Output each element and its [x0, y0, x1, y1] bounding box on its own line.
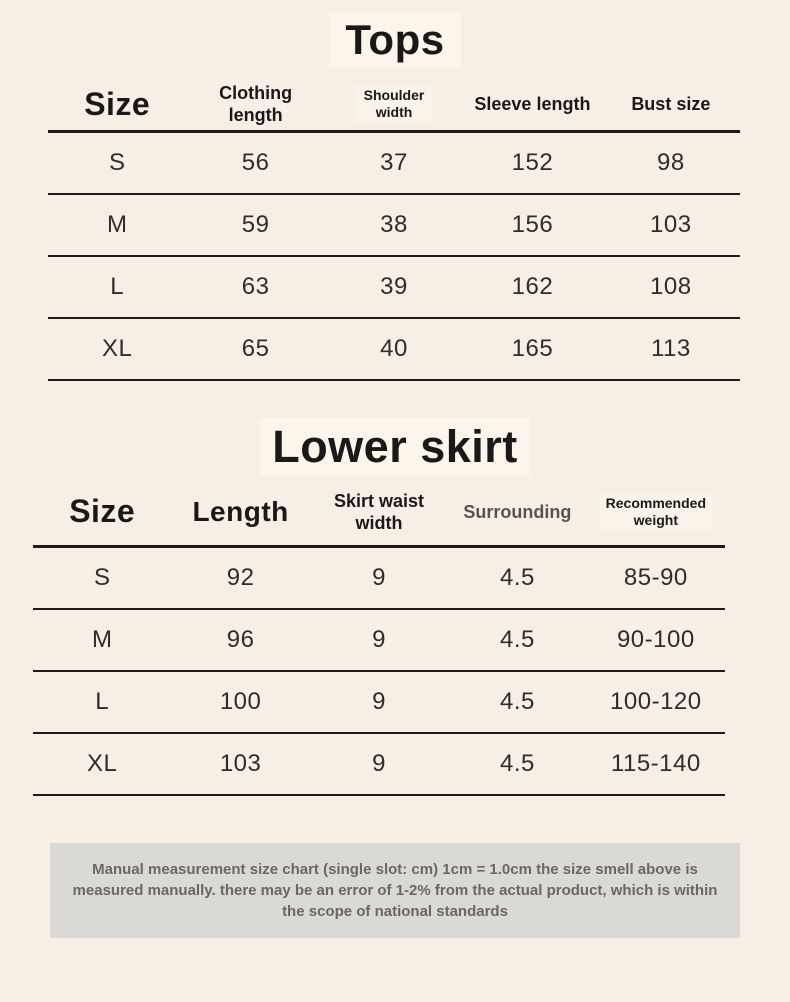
- lower-skirt-table: [33, 478, 725, 796]
- header-size: Size: [84, 85, 151, 122]
- table-cell: 162: [511, 273, 554, 300]
- table-row: [33, 548, 725, 610]
- note-line: measured manually. there may be an error of 1-2% from the actual product, which is within: [72, 882, 718, 899]
- header-sleeve-length: Sleeve length: [474, 94, 591, 114]
- table-cell: 9: [372, 626, 386, 653]
- table-cell: 4.5: [499, 750, 535, 777]
- header-shoulder-width: Shoulder width: [325, 78, 463, 130]
- table-cell: 63: [241, 273, 270, 300]
- table-cell: 152: [511, 149, 554, 176]
- table-cell: 9: [372, 564, 386, 591]
- table-cell: M: [91, 626, 113, 653]
- lower-skirt-title-wrap: [0, 418, 790, 476]
- table-row: [33, 610, 725, 672]
- header-recommended-weight: Recommended weight: [587, 478, 725, 545]
- table-cell: XL: [102, 335, 133, 362]
- table-cell: M: [106, 211, 128, 238]
- header-bust-size: Bust size: [631, 94, 711, 114]
- tops-header-row: [48, 78, 740, 133]
- header-length: Length: [192, 495, 289, 527]
- tops-table: [48, 78, 740, 381]
- table-cell: 103: [650, 211, 692, 238]
- table-row: [33, 672, 725, 734]
- table-cell: L: [95, 688, 110, 715]
- table-row: [48, 195, 740, 257]
- table-row: [33, 734, 725, 796]
- table-cell: 4.5: [499, 688, 535, 715]
- table-cell: 103: [219, 750, 262, 777]
- table-cell: 9: [372, 688, 386, 715]
- tops-title: Tops: [329, 12, 460, 68]
- note-line: the scope of national standards: [282, 903, 508, 920]
- table-cell: 39: [380, 273, 408, 300]
- lower-skirt-header-row: [33, 478, 725, 548]
- table-cell: 4.5: [499, 626, 535, 653]
- table-cell: 165: [511, 335, 554, 362]
- table-cell: 98: [656, 149, 685, 176]
- table-cell: XL: [87, 750, 118, 777]
- measurement-note: [50, 843, 740, 938]
- table-cell: S: [108, 149, 126, 176]
- table-cell: 113: [650, 335, 691, 362]
- table-cell: 90-100: [616, 626, 695, 653]
- table-row: [48, 257, 740, 319]
- table-row: [48, 319, 740, 381]
- table-cell: 4.5: [499, 564, 535, 591]
- table-cell: 115-140: [610, 750, 701, 777]
- note-line: Manual measurement size chart (single slot: cm) 1cm = 1.0cm the size smell above is: [92, 861, 698, 878]
- table-cell: 156: [511, 211, 554, 238]
- tops-title-wrap: [0, 12, 790, 68]
- table-cell: 108: [650, 273, 692, 300]
- table-cell: L: [110, 273, 125, 300]
- table-cell: 100-120: [610, 688, 702, 715]
- header-clothing-length: Clothing length: [219, 83, 293, 125]
- header-size: Size: [69, 493, 136, 529]
- table-cell: 92: [226, 564, 255, 591]
- table-cell: 40: [380, 335, 408, 362]
- table-cell: 38: [380, 211, 408, 238]
- table-cell: 96: [226, 626, 255, 653]
- table-cell: S: [93, 564, 111, 591]
- table-cell: 56: [241, 149, 270, 176]
- table-row: [48, 133, 740, 195]
- table-cell: 37: [380, 149, 408, 176]
- header-skirt-waist-width: Skirt waist width: [333, 490, 425, 533]
- table-cell: 85-90: [623, 564, 688, 591]
- table-cell: 65: [241, 335, 270, 362]
- lower-skirt-title: Lower skirt: [260, 418, 530, 476]
- header-surrounding: Surrounding: [463, 501, 572, 522]
- table-cell: 100: [219, 688, 262, 715]
- table-cell: 9: [372, 750, 386, 777]
- table-cell: 59: [241, 211, 270, 238]
